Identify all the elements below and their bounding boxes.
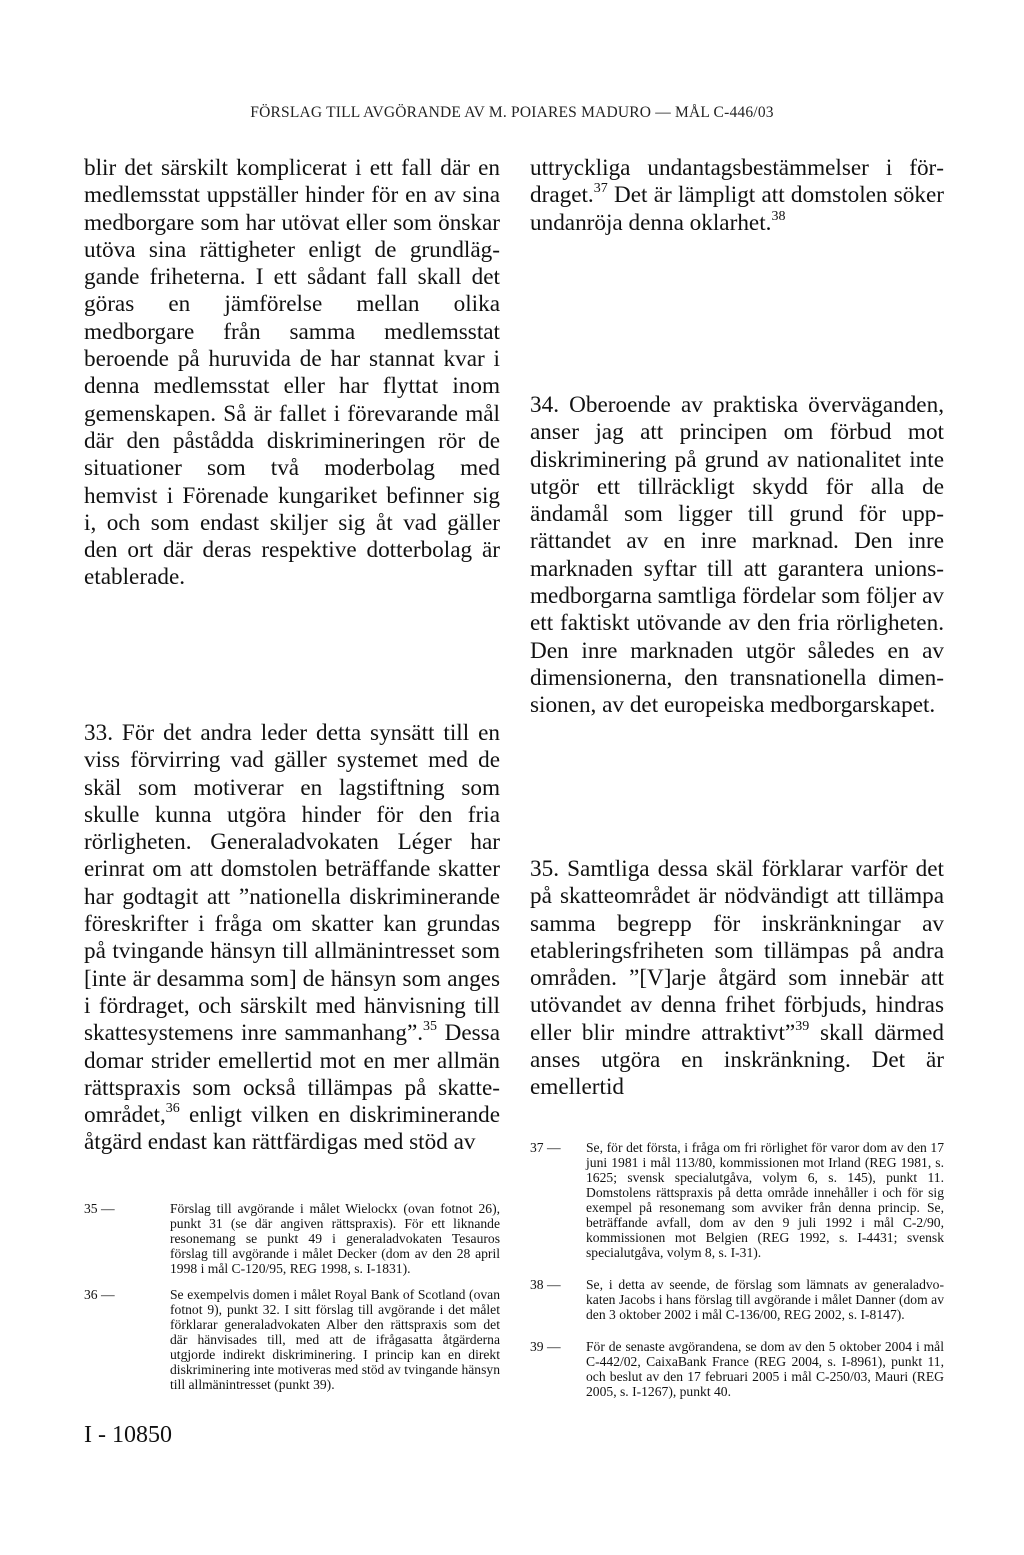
footnote-number: 38 — — [530, 1277, 561, 1292]
paragraph-right-continuation — [530, 155, 944, 237]
footnote-ref-39[interactable]: 39 — [795, 1018, 810, 1034]
footnote-ref-35[interactable]: 35 — [423, 1019, 438, 1035]
paragraph-34: 34. Oberoende av praktiska överväganden, anser jag att principen om förbud mot diskriminering på grund av nationalitet inte utgör ett tillräckligt skydd för alla de ändamål som ligger till grund för upprättandet av en inre marknad. Den inre marknaden syftar till att garantera unionsmedborgarna samtliga fördelar som följer av ett faktiskt utövande av den fria rörligheten. Den inre marknaden utgör således en av dimensionerna, den transnationella dimensionen, av det europeiska medborgarskapet. — [530, 392, 944, 719]
running-header: FÖRSLAG TILL AVGÖRANDE AV M. POIARES MADURO — MÅL C-446/03 — [250, 104, 774, 121]
footnote-ref-38[interactable]: 38 — [771, 208, 786, 224]
page-number: I - 10850 — [84, 1422, 172, 1448]
footnote-ref-37[interactable]: 37 — [593, 181, 608, 197]
footnote-text: För de senaste avgörandena, se dom av den 5 oktober 2004 i mål C-442/02, CaixaBank France (REG 2004, s. I-8961), punkt 11, och beslut av den 17 februari 2005 i mål C-250/03, Mauri (REG 2005, s. I-1267), punkt 40. — [586, 1339, 944, 1399]
footnote-number: 35 — — [84, 1201, 115, 1216]
footnote-text: Se, i detta av seende, de förslag som lämnats av generaladvokaten Jacobs i hans förslag till avgörande i målet Danner (dom av den 3 oktober 2002 i mål C-136/00, REG 2002, s. I-8147). — [586, 1277, 944, 1322]
footnote-39 — [530, 1339, 944, 1399]
footnote-text: Förslag till avgörande i målet Wielockx (ovan fotnot 26), punkt 31 (se där angiven rättspraxis). För ett liknande resonemang se punkt 49 i generaladvokaten Tesauros förslag till avgörande i målet Decker (dom av den 28 april 1998 i mål C-120/95, REG 1998, s. I-1831). — [170, 1201, 500, 1276]
right-cont-text-2: Det är lämpligt att domstolen söker undanröja denna oklarhet. — [530, 182, 944, 236]
footnote-36 — [84, 1287, 500, 1392]
paragraph-33 — [84, 720, 500, 1157]
footnote-ref-36[interactable]: 36 — [165, 1101, 180, 1117]
right-cont-text-1: uttryckliga undantagsbestämmelser i fördraget. — [530, 155, 944, 209]
footnote-number: 39 — — [530, 1339, 561, 1354]
footnote-text: Se exempelvis domen i målet Royal Bank of Scotland (ovan fotnot 9), punkt 32. I sitt förslag till avgörande i det målet förklarar generaladvokaten Alber den rättspraxis som det där hänvisades till, med att de ifrågasatta åtgärderna utgjorde indirekt diskriminering. I princip kan en direkt diskriminering inte motiveras med stöd av tvingande hänsyn till allmänintresset (punkt 39). — [170, 1287, 500, 1392]
paragraph-33-text-3: enligt vilken en diskriminerande åtgärd endast kan rättfärdigas med stöd av — [84, 1102, 500, 1156]
footnote-35 — [84, 1201, 500, 1276]
paragraph-33-text-1: 33. För det andra leder detta synsätt till en viss förvirring vad gäller systemet med de skäl som motiverar en lagstiftning som skulle kunna utgöra hinder för den fria rörligheten. Generaladvokaten Léger har erinrat om att domstolen beträffande skatter har godtagit att ”nationella diskriminerande föreskrifter i fråga om skatter kan grundas på tvingande hänsyn till allmänintresset som [inte är desamma som] de hänsyn som anges i fördraget, och särskilt med hänvisning till skattesystemens inre sammanhang”. — [84, 720, 500, 1047]
footnote-text: Se, för det första, i fråga om fri rörlighet för varor dom av den 17 juni 1981 i mål 113/80, kommissionen mot Irland (REG 1981, s. 1625; svensk specialutgåva, volym 6, s. 145), punkt 11. Domstolens rättspraxis på detta område innehåller i och för sig exempel på resonemang som avviker från denna princip. Se, beträffande avfall, dom av den 9 juli 1992 i mål C-2/90, kommissionen mot Belgien (REG 1992, s. I-4431; svensk specialutgåva, volym 8, s. I-31). — [586, 1140, 944, 1260]
paragraph-35-text-2: skall därmed anses utgöra en inskränkning. Det är emellertid — [530, 1019, 944, 1101]
paragraph-33-text-2: Dessa domar strider emellertid mot en mer allmän rättspraxis som också tillämpas på skatteområdet, — [84, 1020, 500, 1129]
paragraph-35-text-1: 35. Samtliga dessa skäl förklarar varför det på skatteområdet är nödvändigt att tillämpa samma begrepp för inskränkningar av etableringsfriheten som tillämpas på andra områden. ”[V]arje åtgärd som innebär att utövandet av denna frihet förbjuds, hindras eller blir mindre attraktivt” — [530, 856, 944, 1046]
footnote-37 — [530, 1140, 944, 1260]
footnote-number: 36 — — [84, 1287, 115, 1302]
paragraph-35 — [530, 856, 944, 1102]
paragraph-intro-continuation: blir det särskilt komplicerat i ett fall där en medlemsstat uppställer hinder för en av sina medborgare som har utövat eller som önskar utöva sina rättigheter enligt de grundläggande friheterna. I ett sådant fall skall det göras en jämförelse mellan olika medborgare från samma medlemsstat beroende på huruvida de har stannat kvar i denna medlemsstat eller har flyttat inom gemenskapen. Så är fallet i förevarande mål där den påstådda diskrimineringen rör de situationer som två moderbolag med hemvist i Förenade kungariket befinner sig i, och som endast skiljer sig åt vad gäller den ort där deras respektive dotterbolag är etablerade. — [84, 155, 500, 591]
footnote-number: 37 — — [530, 1140, 561, 1155]
footnote-38 — [530, 1277, 944, 1322]
